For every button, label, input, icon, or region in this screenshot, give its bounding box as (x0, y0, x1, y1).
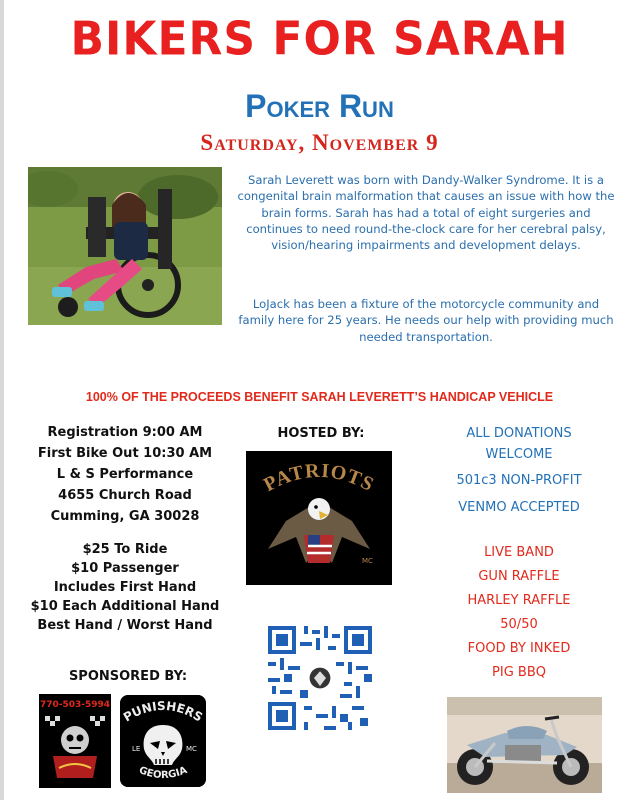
price-ride: $25 To Ride (82, 542, 168, 557)
price-best-worst: Best Hand / Worst Hand (37, 618, 213, 633)
feature-50-50: 50/50 (500, 617, 538, 632)
venue-city: Cumming, GA 30028 (50, 509, 200, 524)
feature-live-band: LIVE BAND (484, 545, 554, 560)
price-passenger: $10 Passenger (71, 561, 179, 576)
registration-time: Registration 9:00 AM (47, 425, 203, 440)
qr-code[interactable] (268, 626, 372, 730)
sponsor-1-phone: 770-503-5994 (39, 700, 111, 710)
sponsor-logo-1 (39, 694, 111, 788)
donations-line-1: ALL DONATIONS (466, 426, 572, 441)
nonprofit-status: 501c3 NON-PROFIT (456, 473, 582, 488)
story-paragraph-2: LoJack has been a fixture of the motorcycle community and family here for 25 years. He needs our help with providing much needed transportation. (238, 297, 614, 344)
sponsor-2-le: LE (132, 745, 141, 753)
sponsor-2-name: PUNISHERS (120, 698, 206, 725)
first-bike-out: First Bike Out 10:30 AM (37, 446, 213, 461)
flyer-subtitle: Poker Run (245, 88, 394, 124)
feature-harley-raffle: HARLEY RAFFLE (467, 593, 571, 608)
feature-food-2: PIG BBQ (492, 665, 546, 680)
feature-food: FOOD BY INKED (467, 641, 571, 656)
proceeds-banner: 100% OF THE PROCEEDS BENEFIT SARAH LEVERETT’S HANDICAP VEHICLE (85, 390, 554, 404)
event-date: Saturday, November 9 (200, 130, 439, 155)
patriots-logo (246, 451, 392, 585)
sponsor-logo-punishers (120, 695, 206, 787)
venue-name: L & S Performance (56, 467, 194, 482)
price-first-hand: Includes First Hand (53, 580, 197, 595)
sponsor-2-region: GEORGIA (137, 764, 189, 782)
feature-gun-raffle: GUN RAFFLE (478, 569, 560, 584)
venue-street: 4655 Church Road (58, 488, 192, 503)
event-info (10, 422, 240, 527)
patriots-logo-text: PATRIOTS (260, 459, 378, 497)
sponsored-by-label: SPONSORED BY: (68, 669, 188, 684)
sarah-photo (28, 167, 222, 325)
story-paragraph-1: Sarah Leverett was born with Dandy-Walker Syndrome. It is a congenital brain malformation that causes an issue with how the brain forms. Sarah has had a total of eight surgeries and continues to need round-the-clock care for her cerebral palsy, vision/hearing impairments and development delays. (237, 173, 615, 253)
venmo-accepted: VENMO ACCEPTED (458, 500, 580, 515)
price-additional-hand: $10 Each Additional Hand (30, 599, 220, 614)
flyer-title: BIKERS FOR SARAH (70, 12, 569, 67)
hosted-by-label: HOSTED BY: (277, 426, 365, 441)
patriots-logo-mc: MC (362, 557, 373, 565)
pricing (10, 540, 240, 635)
sponsor-2-mc: MC (186, 745, 197, 753)
donations-line-2: WELCOME (485, 447, 553, 462)
harley-motorcycle-photo (447, 697, 602, 793)
